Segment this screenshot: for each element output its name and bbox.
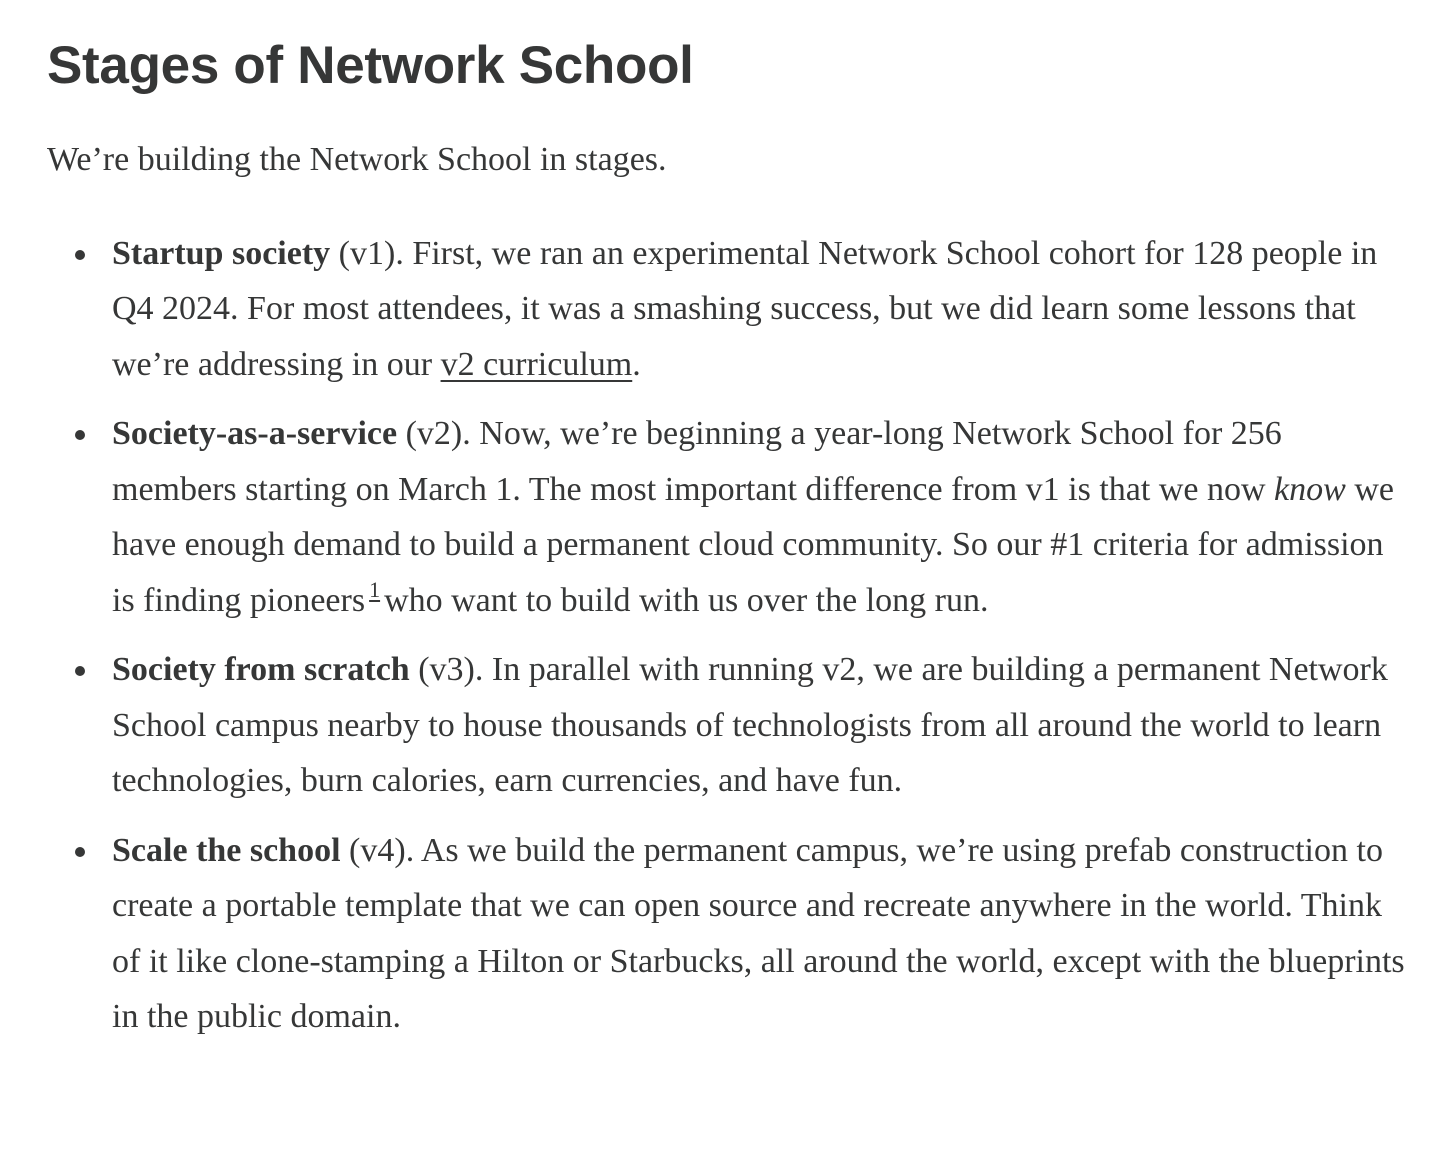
stage-text: . First, we ran an experimental Network School cohort for 128 people in Q4 2024. For most attendees, it was a smashing success, but we did learn some lessons that we’re addressing in our xyxy=(112,234,1378,383)
bullet-icon xyxy=(75,250,85,260)
stage-text: . As we build the permanent campus, we’re using prefab construction to create a portable template that we can open source and recreate anywhere in the world. Think of it like clone-stamping a Hilton or Starbucks, all around the world, except with the blueprints in the public domain. xyxy=(112,831,1405,1035)
stage-version: (v2) xyxy=(405,415,463,452)
bullet-icon xyxy=(75,430,85,440)
stage-item-v3 xyxy=(47,642,1407,809)
stage-version: (v4) xyxy=(349,831,406,869)
stage-name: Scale the school xyxy=(112,831,341,869)
section-heading: Stages of Network School xyxy=(47,36,694,95)
v2-curriculum-link[interactable]: v2 curriculum xyxy=(440,345,633,383)
stage-version: (v3) xyxy=(418,651,475,688)
stage-text-middle: we have enough demand to build a permanent cloud community. So our #1 criteria for admission is finding pioneers xyxy=(112,470,1394,619)
stage-name: Society from scratch xyxy=(112,651,410,688)
stages-list xyxy=(47,226,1407,1045)
article-section xyxy=(47,0,1407,1059)
stage-item-v2 xyxy=(47,406,1407,628)
stage-version: (v1) xyxy=(338,234,396,272)
stage-name: Startup society xyxy=(112,234,331,272)
bullet-icon xyxy=(75,847,85,857)
emphasis-text: know xyxy=(1274,470,1346,508)
stage-item-v4 xyxy=(47,823,1407,1045)
stage-text: . Now, we’re beginning a year-long Network School for 256 members starting on March 1. The most important difference from v1 is that we now xyxy=(112,415,1282,508)
stage-name: Society-as-a-service xyxy=(112,415,398,452)
footnote-link[interactable]: 1 xyxy=(369,576,381,602)
stage-text-end: who want to build with us over the long run. xyxy=(384,581,989,619)
stage-text: . In parallel with running v2, we are building a permanent Network School campus nearby to house thousands of technologists from all around the world to learn technologies, burn calories, earn currencies, and have fun. xyxy=(112,651,1388,799)
stage-item-v1 xyxy=(47,226,1407,393)
bullet-icon xyxy=(75,666,85,676)
stage-text-end: . xyxy=(632,345,641,383)
intro-paragraph: We’re building the Network School in stages. xyxy=(47,141,667,178)
